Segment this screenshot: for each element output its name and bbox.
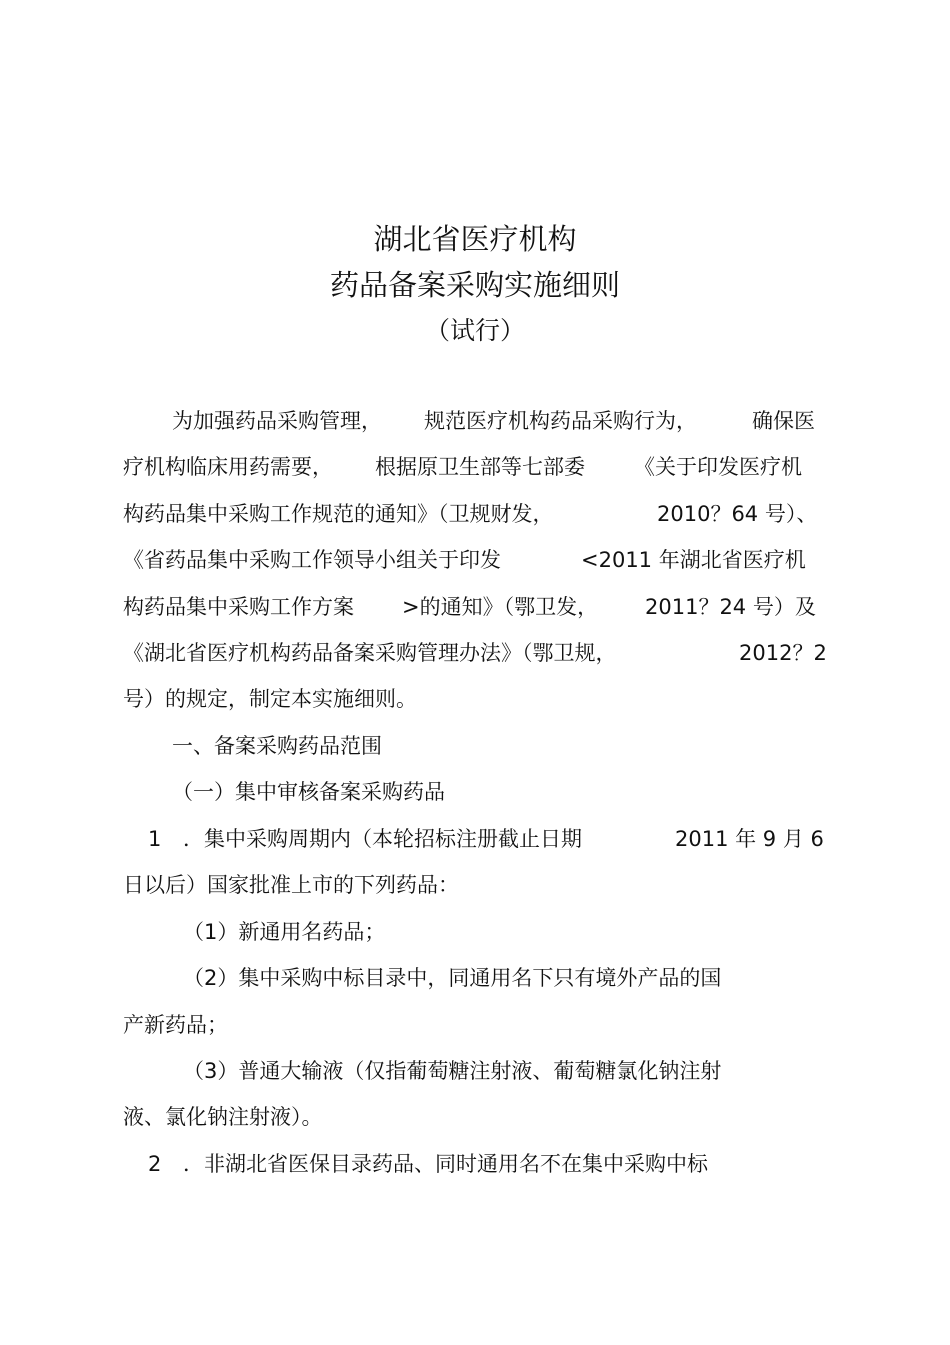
paragraph-line: 产新药品； <box>123 1013 228 1037</box>
text-segment: 2011？24 号）及 <box>645 595 816 619</box>
text-segment: 构药品集中采购工作规范的通知》（卫规财发， <box>123 502 554 526</box>
paragraph-line: 号）的规定，制定本实施细则。 <box>123 687 417 711</box>
sub-item: （1）新通用名药品； <box>183 920 386 944</box>
text-segment: 《省药品集中采购工作领导小组关于印发 <box>123 548 501 572</box>
list-item <box>0 826 950 852</box>
text-segment: 2010？64 号）、 <box>657 502 818 526</box>
text-segment: 2012？2 <box>739 641 827 665</box>
sub-item: （3）普通大输液（仅指葡萄糖注射液、葡萄糖氯化钠注射 <box>183 1059 722 1083</box>
paragraph-line <box>0 408 950 434</box>
text-segment: 为加强药品采购管理， <box>172 409 382 433</box>
text-segment: ．集中采购周期内（本轮招标注册截止日期 <box>183 827 582 851</box>
text-segment: 2011 年 9 月 6 <box>675 827 824 851</box>
paragraph-line: 日以后）国家批准上市的下列药品： <box>123 873 459 897</box>
title-line-2: 药品备案采购实施细则 <box>329 268 620 302</box>
paragraph-line <box>0 640 950 666</box>
text-segment: <2011 年湖北省医疗机 <box>581 548 806 572</box>
paragraph-line <box>0 454 950 480</box>
title-line-3: （试行） <box>424 316 525 345</box>
text-segment: 构药品集中采购工作方案 <box>123 595 354 619</box>
list-item <box>0 1151 950 1177</box>
text-segment: 疗机构临床用药需要， <box>123 455 333 479</box>
subsection-heading: （一）集中审核备案采购药品 <box>172 780 445 804</box>
text-segment: >的通知》（鄂卫发， <box>402 595 599 619</box>
text-segment: 确保医 <box>752 409 815 433</box>
item-number: 2 <box>148 1152 162 1176</box>
text-segment: 《湖北省医疗机构药品备案采购管理办法》（鄂卫规， <box>123 641 617 665</box>
paragraph-line <box>0 501 950 527</box>
section-heading: 一、备案采购药品范围 <box>172 734 382 758</box>
text-segment: ．非湖北省医保目录药品、同时通用名不在集中采购中标 <box>183 1152 708 1176</box>
paragraph-line: 液、氯化钠注射液）。 <box>123 1105 323 1129</box>
paragraph-line <box>0 594 950 620</box>
paragraph-line <box>0 547 950 573</box>
title-line-1: 湖北省医疗机构 <box>373 222 577 256</box>
text-segment: 根据原卫生部等七部委 <box>375 455 585 479</box>
text-segment: 规范医疗机构药品采购行为， <box>424 409 697 433</box>
sub-item: （2）集中采购中标目录中，同通用名下只有境外产品的国 <box>183 966 722 990</box>
text-segment: 《关于印发医疗机 <box>634 455 802 479</box>
item-number: 1 <box>148 827 162 851</box>
